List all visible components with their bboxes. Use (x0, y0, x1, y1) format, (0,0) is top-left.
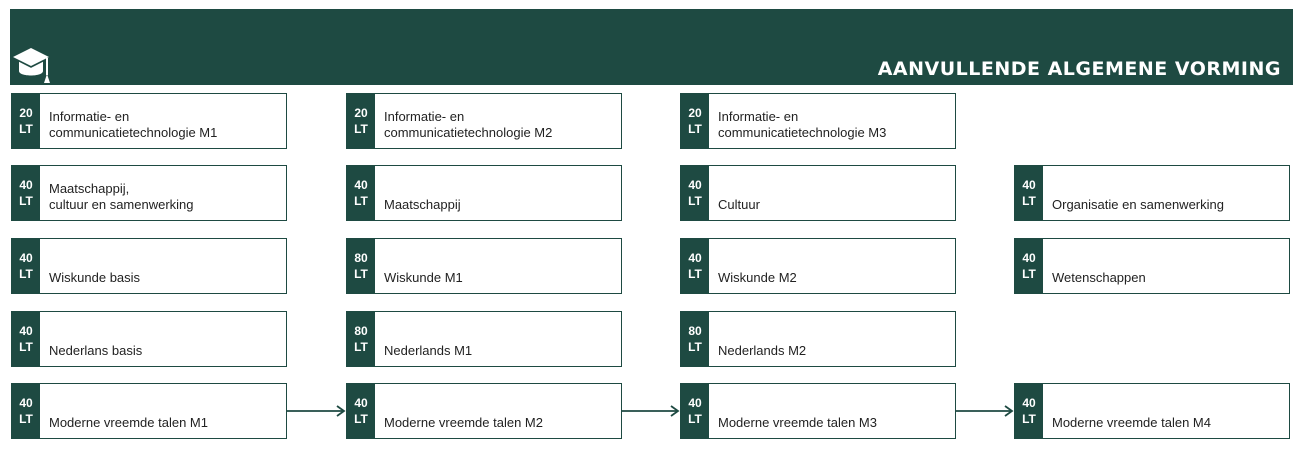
hours-value: 40 (354, 396, 368, 410)
hours-badge (681, 384, 709, 438)
hours-value: 20 (19, 106, 33, 120)
hours-value: 80 (354, 324, 368, 338)
hours-unit: LT (354, 340, 368, 354)
module-label: Nederlands M2 (718, 343, 807, 358)
hours-badge (347, 94, 375, 148)
hours-value: 40 (19, 396, 33, 410)
hours-badge (1015, 239, 1043, 293)
hours-unit: LT (354, 412, 368, 426)
hours-unit: LT (19, 194, 33, 208)
hours-badge (681, 312, 709, 366)
hours-badge (1015, 166, 1043, 220)
module-box (11, 383, 287, 439)
hours-badge (1015, 384, 1043, 438)
module-box (1014, 238, 1290, 294)
module-label: Moderne vreemde talen M1 (49, 415, 208, 430)
hours-value: 80 (354, 251, 368, 265)
hours-value: 80 (688, 324, 702, 338)
module-label: Cultuur (718, 197, 760, 212)
hours-unit: LT (1022, 267, 1036, 281)
module-label: Moderne vreemde talen M2 (384, 415, 543, 430)
hours-badge (12, 166, 40, 220)
hours-unit: LT (354, 267, 368, 281)
arrow-right-icon (287, 405, 346, 417)
module-box (680, 311, 956, 367)
header-banner (10, 9, 1293, 85)
module-box (346, 238, 622, 294)
hours-unit: LT (1022, 194, 1036, 208)
hours-unit: LT (19, 412, 33, 426)
hours-value: 20 (354, 106, 368, 120)
page-title: AANVULLENDE ALGEMENE VORMING (877, 58, 1281, 80)
hours-badge (681, 239, 709, 293)
module-box (1014, 165, 1290, 221)
arrow-right-icon (956, 405, 1014, 417)
module-label: Maatschappij (384, 197, 461, 212)
hours-badge (12, 239, 40, 293)
hours-value: 40 (19, 324, 33, 338)
module-label: Nederlands M1 (384, 343, 473, 358)
hours-badge (12, 384, 40, 438)
module-label: Wiskunde M1 (384, 270, 463, 285)
module-label: Wiskunde M2 (718, 270, 797, 285)
module-label: Organisatie en samenwerking (1052, 197, 1224, 212)
hours-badge (347, 384, 375, 438)
hours-unit: LT (688, 340, 702, 354)
hours-badge (347, 239, 375, 293)
hours-badge (347, 312, 375, 366)
hours-value: 20 (688, 106, 702, 120)
hours-unit: LT (354, 194, 368, 208)
module-box (680, 165, 956, 221)
graduation-cap-icon (12, 45, 50, 85)
hours-unit: LT (19, 267, 33, 281)
hours-badge (347, 166, 375, 220)
arrow-right-icon (622, 405, 680, 417)
module-label: Nederlans basis (49, 343, 143, 358)
hours-value: 40 (19, 251, 33, 265)
module-box (11, 238, 287, 294)
hours-value: 40 (688, 396, 702, 410)
module-label: Informatie- en communicatietechnologie M2 (384, 109, 553, 140)
hours-badge (681, 94, 709, 148)
hours-value: 40 (354, 178, 368, 192)
hours-value: 40 (1022, 396, 1036, 410)
module-label: Wetenschappen (1052, 270, 1146, 285)
hours-value: 40 (19, 178, 33, 192)
hours-unit: LT (688, 122, 702, 136)
hours-value: 40 (1022, 178, 1036, 192)
hours-unit: LT (19, 340, 33, 354)
module-label: Moderne vreemde talen M4 (1052, 415, 1211, 430)
hours-badge (12, 94, 40, 148)
module-box (680, 238, 956, 294)
hours-value: 40 (688, 178, 702, 192)
hours-badge (12, 312, 40, 366)
hours-unit: LT (688, 412, 702, 426)
module-label: Maatschappij, cultuur en samenwerking (49, 181, 194, 212)
module-box (346, 311, 622, 367)
hours-unit: LT (19, 122, 33, 136)
module-box (680, 383, 956, 439)
hours-value: 40 (1022, 251, 1036, 265)
module-label: Informatie- en communicatietechnologie M1 (49, 109, 218, 140)
hours-unit: LT (688, 194, 702, 208)
hours-unit: LT (688, 267, 702, 281)
module-box (11, 93, 287, 149)
module-box (11, 165, 287, 221)
module-box (11, 311, 287, 367)
hours-value: 40 (688, 251, 702, 265)
module-label: Informatie- en communicatietechnologie M3 (718, 109, 887, 140)
module-box (346, 383, 622, 439)
module-box (1014, 383, 1290, 439)
module-box (346, 165, 622, 221)
hours-unit: LT (354, 122, 368, 136)
module-label: Wiskunde basis (49, 270, 141, 285)
hours-badge (681, 166, 709, 220)
module-box (346, 93, 622, 149)
hours-unit: LT (1022, 412, 1036, 426)
module-box (680, 93, 956, 149)
module-label: Moderne vreemde talen M3 (718, 415, 877, 430)
